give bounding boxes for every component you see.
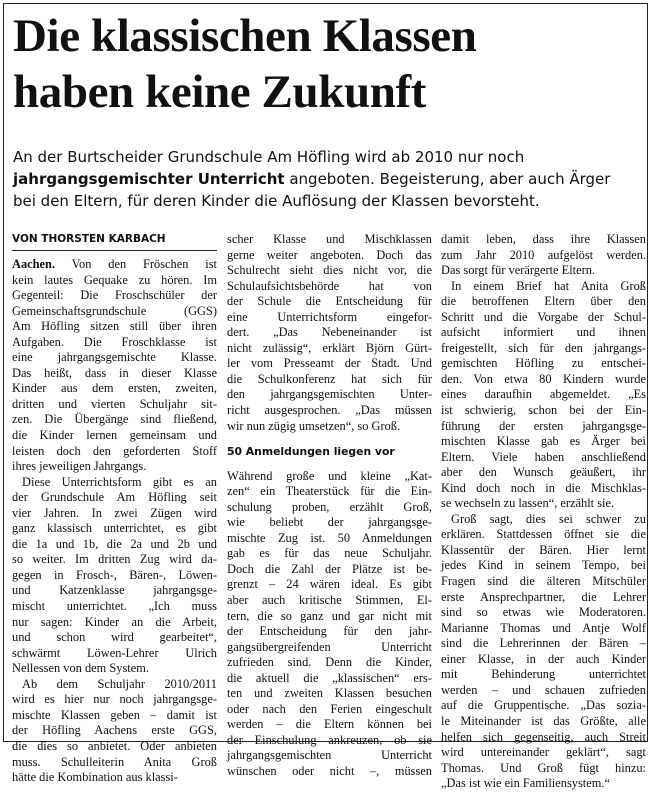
text-line: le Miteinander ist das Größte, alle [441, 713, 646, 728]
text-line: gemischten Höfling zu entschei- [441, 356, 646, 371]
text-line: sind die Lehrerinnen der Bären – [441, 636, 646, 651]
lead-line: An der Burtscheider Grundschule Am Höfling wird ab 2010 nur noch [13, 148, 525, 166]
text-line: der Grundschule Am Höfling seit [12, 490, 217, 505]
text-line: Eltern. Viele haben anschließend [441, 449, 646, 464]
text-line: Marianne Thomas und Antje Wolf [441, 620, 646, 635]
text-line: ganz klassisch unterrichtet, es gibt [12, 521, 217, 536]
text-line: gangsübergreifenden Unterricht [227, 639, 432, 654]
article-clipping [3, 3, 648, 791]
text-line: Kind doch noch in die Mischklas- [441, 480, 646, 495]
text-line: Diese Unterrichtsform gibt es an [22, 474, 217, 489]
text-line: auf die Gruppentische. „Das sozia- [441, 698, 646, 713]
text-line: der Höfling Aachens erste GGS, [12, 723, 217, 738]
text-line: tern, die so ganz und gar nicht mit [227, 608, 432, 623]
text-line: Während große und kleine „Kat- [227, 468, 432, 483]
text-line: ler vom Presseamt der Stadt. Und [227, 356, 432, 371]
text-line: richt ausgesprochen. „Das müssen [227, 403, 432, 418]
lead-line: bei den Eltern, für deren Kinder die Auflösung der Klassen bevorsteht. [13, 192, 540, 210]
lead-line-rest: angeboten. Begeisterung, aber auch Ärger [284, 170, 611, 188]
text-line: die 1a und 1b, die 2a und 2b und [12, 536, 217, 551]
text-line: „Das ist wie ein Familiensystem.“ [441, 776, 610, 791]
text-line: die betroffenen Eltern über den [441, 294, 646, 309]
text-line: mischten Klasse gab es Ärger bei [441, 434, 646, 449]
text-line: mit Behinderung unterrichtet [441, 667, 646, 682]
text-line: sind so etwas wie Moderatoren. [441, 605, 646, 620]
text-line: Aachen. Von den Fröschen ist [12, 257, 217, 271]
text-line: eine Unterrichtsform eingefor- [227, 309, 432, 324]
text-line: Schritt und die Vorgabe der Schul- [441, 309, 646, 324]
text-line: und Katzenklasse jahrgangsge- [12, 583, 217, 598]
text-line: der Entscheidung für den jahr- [227, 624, 432, 639]
text-line: grenzt – 24 wären ideal. Es gibt [227, 577, 432, 592]
text-line: vier Jahren. In zwei Zügen wird [12, 505, 217, 520]
text-line: Das heißt, dass in dieser Klasse [12, 365, 217, 380]
text-line: schulung proben, erzählt Groß, [227, 499, 432, 514]
text-line: schwärmt Löwen-Lehrer Ulrich [12, 645, 217, 660]
text-line: aber auch kritische Stimmen, El- [227, 592, 432, 607]
lead-emphasis: jahrgangsgemischter Unterricht [13, 170, 285, 188]
text-line: führung der ersten jahrgangsge- [441, 418, 646, 433]
text-line: eine jahrgangsgemischte Klasse. [12, 350, 217, 365]
text-line: zen. Die Übergänge sind fließend, [12, 412, 217, 427]
text-line: nur sagen: Kinder an die Arbeit, [12, 614, 217, 629]
text-line: und schon wird gearbeitet“, [12, 630, 217, 645]
text-line: der Einschulung ankreuzen, ob sie [227, 732, 432, 747]
text-line: Fragen sind die älteren Mitschüler [441, 574, 646, 589]
text-line: die Schulkonferenz hat sich für [227, 371, 432, 386]
text-line: ist schwierig, schon bei der Ein- [441, 403, 646, 418]
text-line: Aufgaben. Die Froschklasse ist [12, 334, 217, 349]
text-line: aufsicht informiert und ihnen [441, 325, 646, 340]
text-line: mischt unterrichtet. „Ich muss [12, 599, 217, 614]
text-line: gerne weiter angeboten. Doch das [227, 247, 432, 262]
text-line: In einem Brief hat Anita Groß [451, 278, 646, 293]
column-2-part-a [227, 232, 432, 434]
text-line: helfen sich gegenseitig, auch Streit [441, 729, 646, 744]
column-1 [12, 232, 217, 785]
text-line: Kinder aus dem ersten, zweiten, [12, 381, 217, 396]
text-line: wie beliebt der jahrgangsge- [227, 515, 432, 530]
text-line: aber den Wunsch geäußert, ihr [441, 465, 646, 480]
text-line: erste Ansprechpartner, die Lehrer [441, 589, 646, 604]
text-line: ihres jeweiligen Jahrgangs. [12, 459, 147, 474]
text-line: zufrieden sind. Denn die Kinder, [227, 655, 432, 670]
text-line: Klassentür der Bären. Hier lernt [441, 542, 646, 557]
text-line: die aktuell die „klassischen“ ers- [227, 670, 432, 685]
text-line: Am Höfling sitzen still über ihren [12, 319, 217, 334]
text-line: werden – die Eltern können bei [227, 717, 432, 732]
text-line: mischte Klassen geben – damit ist [12, 707, 217, 722]
text-line: wird untereinander geklärt“, sagt [441, 745, 646, 760]
text-line: die dies so anbietet. Oder anbieten [12, 738, 217, 753]
text-line: jedes Kind in seinem Tempo, bei [441, 558, 646, 573]
column-3 [441, 232, 646, 791]
text-line: einer Klasse, in der auch Kinder [441, 651, 646, 666]
text-line: Schulaufsichtsbehörde hat von [227, 278, 432, 293]
text-line: so weiter. Im dritten Zug wird da- [12, 552, 217, 567]
text-line: mischte Zug ist. 50 Anmeldungen [227, 530, 432, 545]
text-line: wir nun zügig umsetzen“, so Groß. [227, 418, 401, 433]
text-line: Ab dem Schuljahr 2010/2011 [22, 676, 217, 691]
text-line: die Kinder lernen gemeinsam und [12, 428, 217, 443]
text-line: zum Jahr 2010 aufgelöst werden. [441, 247, 646, 262]
subheading: 50 Anmeldungen liegen vor [227, 445, 395, 459]
column-2-part-b [227, 469, 432, 780]
text-line: Gemeinschaftsgrundschule (GGS) [12, 303, 217, 318]
text-line: nicht zulässig“, erklärt Björn Gürt- [227, 340, 432, 355]
text-line: muss. Schulleiterin Anita Groß [12, 754, 217, 769]
text-line: hätte die Kombination aus klassi- [12, 770, 178, 785]
byline: VON THORSTEN KARBACH [12, 232, 217, 251]
text-line: kein lautes Gequake zu hören. Im [12, 272, 217, 287]
text-line: oder nach den Ferien eingeschult [227, 701, 432, 716]
text-line: werden – und schauen zufrieden [441, 682, 646, 697]
column-2 [227, 232, 432, 778]
text-line: scher Klasse und Mischklassen [227, 232, 432, 246]
text-line: Thomas. Und Groß fügt hinzu: [441, 760, 646, 775]
text-line: Nellessen von dem System. [12, 661, 149, 676]
text-line: der Schule die Entscheidung für [227, 294, 432, 309]
text-line: se wechseln zu lassen“, erzählt sie. [441, 496, 615, 511]
text-line: ten und zweiten Klassen besuchen [227, 686, 432, 701]
text-line: wird es hier nur noch jahrgangsge- [12, 692, 217, 707]
text-line: Schulrecht sieht dies nicht vor, die [227, 263, 432, 278]
text-line: dritten und vierten Schuljahr sit- [12, 396, 217, 411]
text-line: Doch die Zahl der Plätze ist be- [227, 561, 432, 576]
dateline: Aachen. [12, 257, 56, 271]
text-line: Gegenteil: Die Froschschüler der [12, 288, 217, 303]
headline-line: Die klassischen Klassen [13, 10, 477, 62]
text-line: zen“ ein Theaterstück für die Ein- [227, 484, 432, 499]
text-line: freigestellt, sich für den jahrgangs- [441, 340, 646, 355]
article-lead [13, 146, 643, 212]
text-line: damit leben, dass ihre Klassen [441, 232, 646, 246]
text-line: eines daraufhin abgemeldet. „Es [441, 387, 646, 402]
text-line: erklären. Stattdessen öffnet sie die [441, 527, 646, 542]
text-line: dert. „Das Nebeneinander ist [227, 325, 432, 340]
text-line: gegen in Frosch-, Bären-, Löwen- [12, 567, 217, 582]
text-line: jahrgangsgemischten Unterricht [227, 748, 432, 763]
text-line: leisten doch den geforderten Stoff [12, 443, 217, 458]
article-headline [13, 8, 643, 120]
text-line: Groß sagt, dies sei schwer zu [451, 511, 646, 526]
text-line: gab es für das neue Schuljahr. [227, 546, 432, 561]
text-line: wünschen oder nicht –, müssen [227, 764, 432, 778]
lead-line [13, 168, 643, 190]
text-line: den jahrgangsgemischten Unter- [227, 387, 432, 402]
text-line: den. Von etwa 80 Kindern wurde [441, 371, 646, 386]
text-line: Das sorgt für verärgerte Eltern. [441, 263, 596, 278]
headline-line: haben keine Zukunft [13, 66, 426, 118]
